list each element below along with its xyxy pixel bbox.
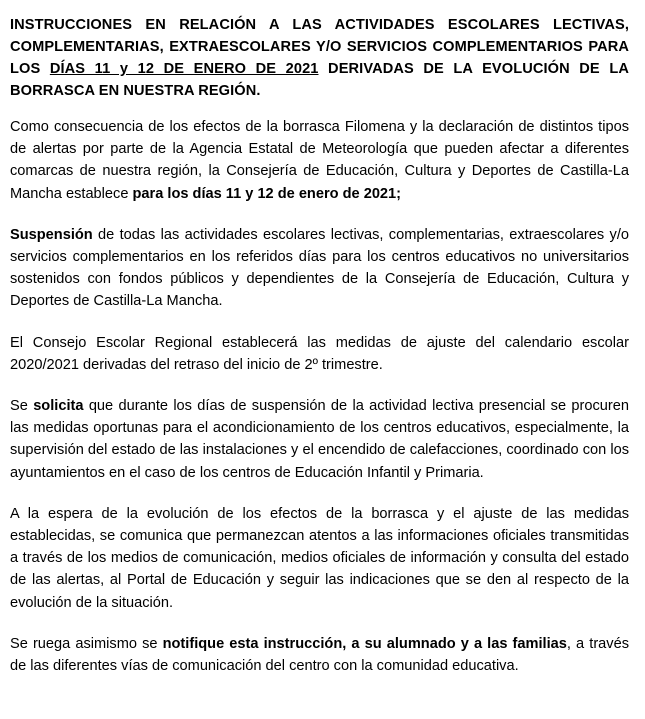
paragraph-espera	[10, 503, 629, 614]
paragraph-consejo-text: El Consejo Escolar Regional establecerá las medidas de ajuste del calendario escolar 2020/2021 derivadas del retraso del inicio de 2º trimestre.	[10, 334, 629, 373]
paragraph-suspension-text: de todas las actividades escolares lectivas, complementarias, extraescolares y/o servicios complementarios en los referidos días para los centros educativos no universitarios sostenidos con fondos públicos y dependientes de la Consejería de Educación, Cultura y Deportes de Castilla-La Mancha.	[10, 226, 629, 310]
paragraph-ruega	[10, 633, 629, 677]
paragraph-solicita-after: que durante los días de suspensión de la actividad lectiva presencial se procuren las medidas oportunas para el acondicionamiento de los centros educativos, especialmente, la supervisión del estado de las instalaciones y el encendido de calefacciones, coordinado con los ayuntamientos en el caso de los centros de Educación Infantil y Primaria.	[10, 398, 629, 481]
title-part2: DERIVADAS DE LA EVOLUCIÓN DE LA BORRASCA EN NUESTRA REGIÓN.	[10, 61, 629, 99]
paragraph-context-bold: para los días 11 y 12 de enero de 2021;	[132, 185, 402, 202]
paragraph-context	[10, 116, 629, 205]
paragraph-ruega-after: , a través de las diferentes vías de comunicación del centro con la comunidad educativa.	[10, 635, 630, 675]
paragraph-solicita-before: Se	[10, 398, 34, 415]
paragraph-suspension	[10, 224, 629, 313]
paragraph-context-text: Como consecuencia de los efectos de la borrasca Filomena y la declaración de distintos tipos de alertas por parte de la Agencia Estatal de Meteorología que pueden afectar a diferentes comarcas de nuestra región, la Consejería de Educación, Cultura y Deportes de Castilla-La Mancha establece	[10, 119, 629, 202]
paragraph-consejo	[10, 332, 629, 376]
paragraph-solicita	[10, 395, 629, 484]
title-dates-underlined: DÍAS 11 y 12 DE ENERO DE 2021	[49, 61, 319, 77]
paragraph-solicita-bold: solicita	[33, 398, 84, 415]
paragraph-ruega-bold: notifique esta instrucción, a su alumnado y a las familias	[162, 635, 567, 652]
paragraph-ruega-before: Se ruega asimismo se	[10, 635, 163, 652]
document-title	[10, 14, 629, 102]
paragraph-suspension-bold: Suspensión	[10, 226, 93, 243]
title-part1: INSTRUCCIONES EN RELACIÓN A LAS ACTIVIDADES ESCOLARES LECTIVAS, COMPLEMENTARIAS, EXTRAESCOLARES Y/O SERVICIOS COMPLEMENTARIOS PARA LOS	[10, 17, 629, 77]
paragraph-espera-text: A la espera de la evolución de los efectos de la borrasca y el ajuste de las medidas establecidas, se comunica que permanezcan atentos a las informaciones oficiales transmitidas a través de los medios de comunicación, medios oficiales de información y consulta del estado de las alertas, al Portal de Educación y seguir las indicaciones que se den al respecto de la evolución de la situación.	[10, 505, 629, 611]
